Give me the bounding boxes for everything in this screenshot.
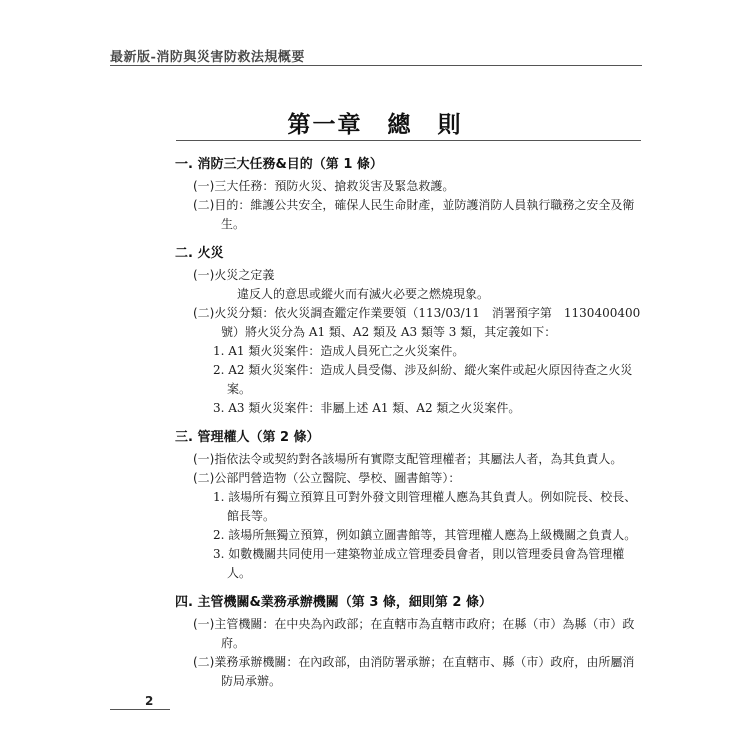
list-item xyxy=(193,653,645,691)
list-item xyxy=(193,196,645,234)
list-item xyxy=(193,304,645,342)
header-rule xyxy=(110,65,642,66)
sub-list-item: 3. 如數機關共同使用一建築物並成立管理委員會者，則以管理委員會為管理權人。 xyxy=(213,547,625,580)
chapter-title-rule xyxy=(176,140,641,141)
list-item xyxy=(193,450,645,469)
fire-definition-text: 違反人的意思或縱火而有滅火必要之燃燒現象。 xyxy=(237,287,490,301)
chapter-body xyxy=(175,155,645,701)
section-management-right-holder xyxy=(175,428,645,583)
section-fire-service-missions xyxy=(175,155,645,234)
item-label: (二)目的： xyxy=(193,198,251,212)
item-label: (二)業務承辦機關： xyxy=(193,655,299,669)
section-heading: 二. 火災 xyxy=(175,246,224,261)
page-number: 2 xyxy=(145,694,154,708)
item-text: 維護公共安全，確保人民生命財產，並防護消防人員執行職務之安全及衛生。 xyxy=(221,198,635,231)
sub-list-item: 2. 該場所無獨立預算，例如鎮立圖書館等，其管理權人應為上級機關之負責人。 xyxy=(213,528,637,542)
section-heading: 四. 主管機關&業務承辦機關（第 3 條，細則第 2 條） xyxy=(175,595,492,610)
section-heading: 一. 消防三大任務&目的（第 1 條） xyxy=(175,157,383,172)
item-label: (一)主管機關： xyxy=(193,617,275,631)
item-text: 預防火災、搶救災害及緊急救護。 xyxy=(274,179,455,193)
list-item xyxy=(193,177,645,196)
sub-list-item: 2. A2 類火災案件：造成人員受傷、涉及糾紛、縱火案件或起火原因待查之火災案。 xyxy=(213,363,633,396)
item-text: 在中央為內政部；在直轄市為直轄市政府；在縣（市）為縣（市）政府。 xyxy=(221,617,635,650)
section-heading: 三. 管理權人（第 2 條） xyxy=(175,430,320,445)
item-label: (二)公部門營造物（公立醫院、學校、圖書館等）： xyxy=(193,471,461,485)
footer-rule xyxy=(110,709,170,710)
list-item xyxy=(193,266,645,285)
item-label: (一)三大任務： xyxy=(193,179,275,193)
sub-list-item: 1. 該場所有獨立預算且可對外發文則管理權人應為其負責人。例如院長、校長、館長等。 xyxy=(213,490,637,523)
item-label: (二)火災分類： xyxy=(193,306,275,320)
item-text: 在內政部，由消防署承辦；在直轄市、縣（市）政府，由所屬消防局承辦。 xyxy=(221,655,635,688)
section-fire xyxy=(175,244,645,418)
sub-list-item: 3. A3 類火災案件：非屬上述 A1 類、A2 類之火災案件。 xyxy=(213,401,521,415)
item-label: (一)火災之定義 xyxy=(193,268,275,282)
list-item xyxy=(193,615,645,653)
sub-list-item: 1. A1 類火災案件：造成人員死亡之火災案件。 xyxy=(213,344,465,358)
list-item xyxy=(193,469,645,488)
item-text: 依火災調查鑑定作業要領（113/03/11 消署預字第 1130400400號）將火災分為 A1 類、A2 類及 A3 類等 3 類，其定義如下： xyxy=(221,306,641,339)
section-competent-authority xyxy=(175,593,645,691)
item-label: (一)指依法令或契約對各該場所有實際支配管理權者；其屬法人者，為其負責人。 xyxy=(193,452,623,466)
chapter-title: 第一章 總 則 xyxy=(287,111,463,138)
running-header: 最新版-消防與災害防救法規概要 xyxy=(110,50,305,65)
